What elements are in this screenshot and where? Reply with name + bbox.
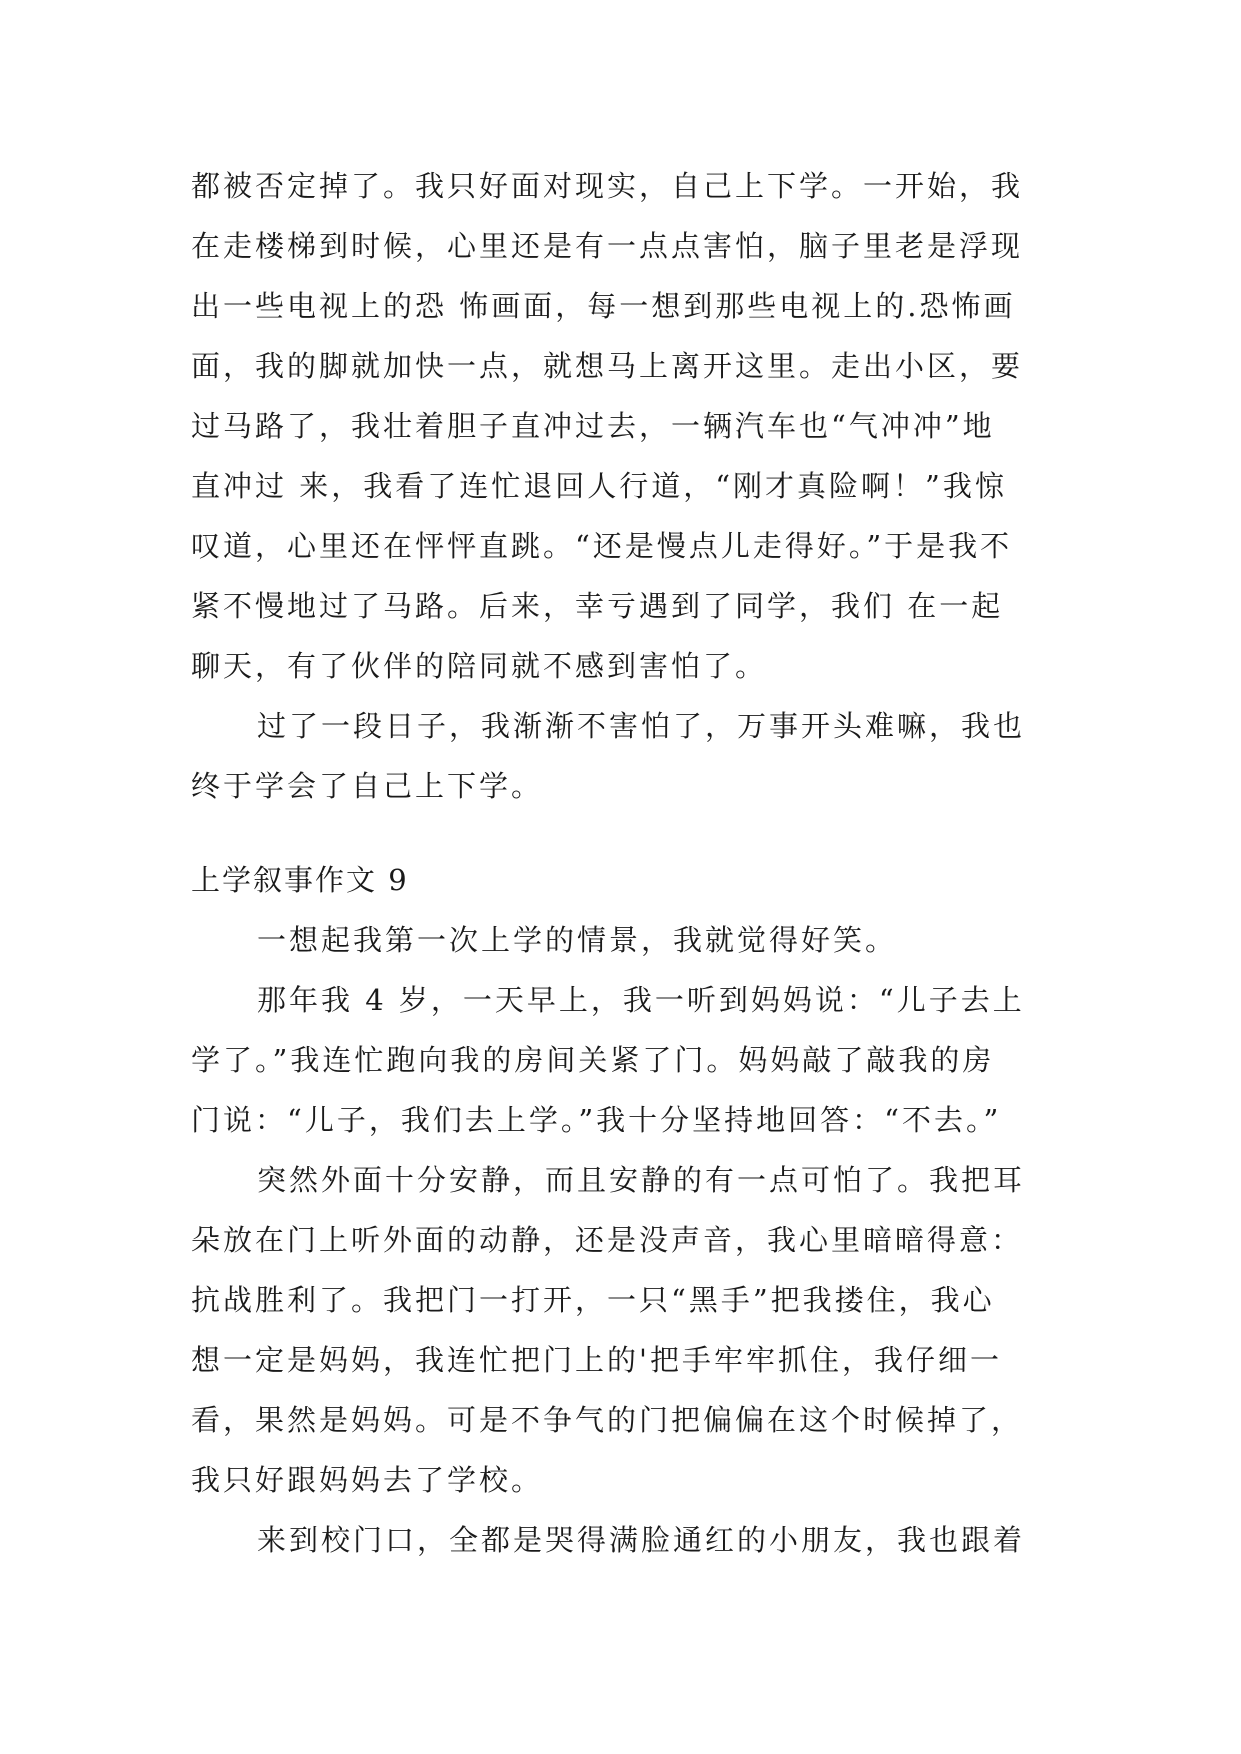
section-a-body xyxy=(191,156,1051,816)
text-line: 都被否定掉了。我只好面对现实，自己上下学。一开始，我 xyxy=(191,169,1024,203)
text-line: 学了。”我连忙跑向我的房间关紧了门。妈妈敲了敲我的房 xyxy=(191,1043,995,1077)
text-line: 叹道，心里还在怦怦直跳。“还是慢点儿走得好。”于是我不 xyxy=(191,529,1013,563)
text-line: 直冲过 来，我看了连忙退回人行道，“刚才真险啊！”我惊 xyxy=(191,469,1007,503)
paragraph-start-line: 来到校门口，全都是哭得满脸通红的小朋友，我也跟着 xyxy=(257,1523,1026,1557)
text-line: 过马路了，我壮着胆子直冲过去，一辆汽车也“气冲冲”地 xyxy=(191,409,995,443)
paragraph-start-line: 那年我 4 岁，一天早上，我一听到妈妈说：“儿子去上 xyxy=(257,983,1025,1017)
text-line: 朵放在门上听外面的动静，还是没声音，我心里暗暗得意： xyxy=(191,1223,1024,1257)
text-line: 终于学会了自己上下学。 xyxy=(191,769,544,803)
essay-heading: 上学叙事作文 9 xyxy=(191,863,409,897)
text-line: 面，我的脚就加快一点，就想马上离开这里。走出小区，要 xyxy=(191,349,1024,383)
text-line: 在走楼梯到时候，心里还是有一点点害怕，脑子里老是浮现 xyxy=(191,229,1024,263)
text-line: 出一些电视上的恐 怖画面，每一想到那些电视上的.恐怖画 xyxy=(191,289,1016,323)
text-line: 聊天，有了伙伴的陪同就不感到害怕了。 xyxy=(191,649,768,683)
text-line: 我只好跟妈妈去了学校。 xyxy=(191,1463,544,1497)
text-line: 紧不慢地过了马路。后来，幸亏遇到了同学，我们 在一起 xyxy=(191,589,1004,623)
text-line: 门说：“儿子，我们去上学。”我十分坚持地回答：“不去。” xyxy=(191,1103,1002,1137)
text-line: 想一定是妈妈，我连忙把门上的'把手牢牢抓住，我仔细一 xyxy=(191,1343,1002,1377)
paragraph-start-line: 一想起我第一次上学的情景，我就觉得好笑。 xyxy=(257,923,898,957)
paragraph-start-line: 突然外面十分安静，而且安静的有一点可怕了。我把耳 xyxy=(257,1163,1026,1197)
text-line: 看，果然是妈妈。可是不争气的门把偏偏在这个时候掉了， xyxy=(191,1403,1024,1437)
text-line: 抗战胜利了。我把门一打开，一只“黑手”把我搂住，我心 xyxy=(191,1283,995,1317)
section-b-body xyxy=(191,910,1051,1570)
paragraph-start-line: 过了一段日子，我渐渐不害怕了，万事开头难嘛，我也 xyxy=(257,709,1026,743)
